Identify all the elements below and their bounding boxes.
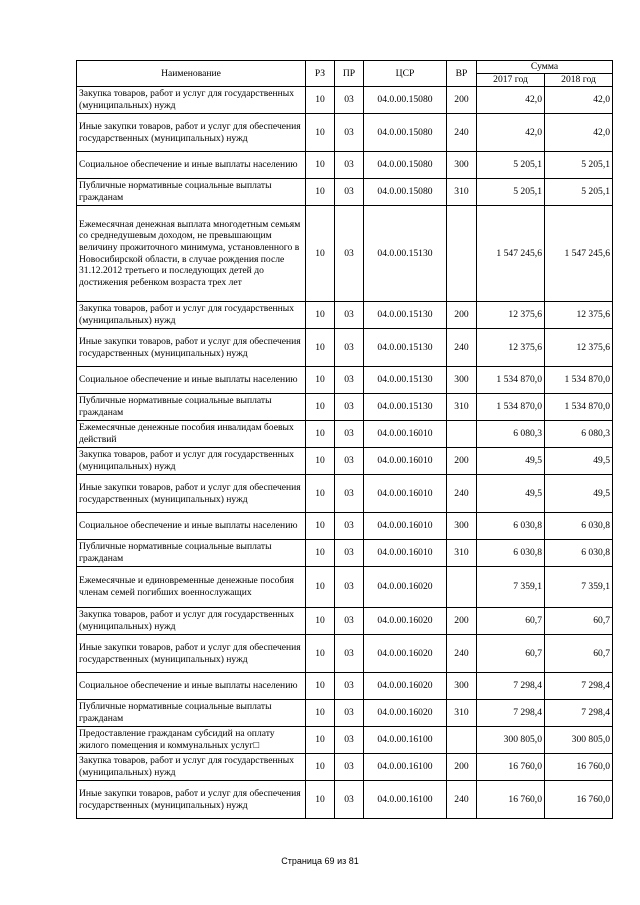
row-sum-2017: 6 030,8 [477,540,545,567]
row-pr: 03 [335,421,364,448]
row-sum-2018: 12 375,6 [545,329,613,367]
row-sum-2017: 12 375,6 [477,302,545,329]
header-pr: ПР [335,61,364,87]
row-name: Публичные нормативные социальные выплаты гражданам [77,394,306,421]
row-vr: 310 [447,179,477,206]
row-pr: 03 [335,635,364,673]
row-vr [447,727,477,754]
row-csr: 04.0.00.15130 [364,394,447,421]
row-sum-2017: 1 534 870,0 [477,394,545,421]
row-sum-2018: 1 547 245,6 [545,206,613,302]
row-sum-2018: 1 534 870,0 [545,367,613,394]
row-sum-2017: 7 298,4 [477,700,545,727]
row-sum-2018: 42,0 [545,114,613,152]
header-year-2018: 2018 год [545,74,613,87]
row-csr: 04.0.00.16100 [364,754,447,781]
row-name: Социальное обеспечение и иные выплаты населению [77,673,306,700]
table-row [77,179,613,206]
row-csr: 04.0.00.16010 [364,513,447,540]
table-row [77,567,613,608]
row-sum-2018: 6 030,8 [545,540,613,567]
row-name: Предоставление гражданам субсидий на оплату жилого помещения и коммунальных услуг□ [77,727,306,754]
row-csr: 04.0.00.16010 [364,475,447,513]
row-pr: 03 [335,367,364,394]
row-pr: 03 [335,727,364,754]
row-csr: 04.0.00.15130 [364,206,447,302]
budget-table [76,60,613,819]
table-row [77,421,613,448]
table-row [77,608,613,635]
row-csr: 04.0.00.16020 [364,673,447,700]
row-vr: 200 [447,608,477,635]
row-pr: 03 [335,329,364,367]
header-csr: ЦСР [364,61,447,87]
row-name: Закупка товаров, работ и услуг для государственных (муниципальных) нужд [77,608,306,635]
row-vr [447,206,477,302]
row-csr: 04.0.00.16010 [364,448,447,475]
page-footer: Страница 69 из 81 [281,856,359,866]
row-rz: 10 [306,87,335,114]
row-pr: 03 [335,754,364,781]
row-vr: 300 [447,513,477,540]
table-row [77,727,613,754]
row-rz: 10 [306,329,335,367]
row-rz: 10 [306,394,335,421]
row-csr: 04.0.00.16010 [364,421,447,448]
row-rz: 10 [306,206,335,302]
row-sum-2017: 5 205,1 [477,152,545,179]
row-sum-2017: 1 547 245,6 [477,206,545,302]
row-rz: 10 [306,367,335,394]
row-csr: 04.0.00.15130 [364,329,447,367]
table-row [77,367,613,394]
row-pr: 03 [335,700,364,727]
row-rz: 10 [306,608,335,635]
row-sum-2018: 60,7 [545,608,613,635]
row-sum-2017: 6 030,8 [477,513,545,540]
row-pr: 03 [335,152,364,179]
row-name: Ежемесячная денежная выплата многодетным семьям со среднедушевым доходом, не превышающим величину прожиточного минимума, установленного в Новосибирской области, в случае рождения после 31.12.2012 третьего и последующих детей до достижения ребенком возраста трех лет [77,206,306,302]
row-sum-2018: 5 205,1 [545,152,613,179]
row-pr: 03 [335,781,364,819]
row-vr: 240 [447,114,477,152]
row-sum-2018: 7 298,4 [545,700,613,727]
row-name: Иные закупки товаров, работ и услуг для обеспечения государственных (муниципальных) нужд [77,475,306,513]
table-row [77,475,613,513]
row-csr: 04.0.00.16010 [364,540,447,567]
row-rz: 10 [306,754,335,781]
table-row [77,635,613,673]
row-pr: 03 [335,673,364,700]
row-name: Иные закупки товаров, работ и услуг для обеспечения государственных (муниципальных) нужд [77,114,306,152]
row-sum-2017: 6 080,3 [477,421,545,448]
row-vr: 310 [447,394,477,421]
row-pr: 03 [335,87,364,114]
row-sum-2017: 5 205,1 [477,179,545,206]
row-vr: 200 [447,448,477,475]
row-csr: 04.0.00.15080 [364,179,447,206]
row-sum-2017: 12 375,6 [477,329,545,367]
header-name: Наименование [77,61,306,87]
row-sum-2018: 16 760,0 [545,781,613,819]
row-sum-2017: 60,7 [477,635,545,673]
row-name: Закупка товаров, работ и услуг для государственных (муниципальных) нужд [77,754,306,781]
row-pr: 03 [335,114,364,152]
row-sum-2018: 300 805,0 [545,727,613,754]
row-vr: 200 [447,302,477,329]
row-rz: 10 [306,700,335,727]
row-rz: 10 [306,727,335,754]
header-vr: ВР [447,61,477,87]
row-sum-2017: 42,0 [477,114,545,152]
row-rz: 10 [306,540,335,567]
table-row [77,87,613,114]
row-rz: 10 [306,448,335,475]
row-name: Иные закупки товаров, работ и услуг для обеспечения государственных (муниципальных) нужд [77,781,306,819]
row-sum-2018: 16 760,0 [545,754,613,781]
row-sum-2017: 60,7 [477,608,545,635]
table-row [77,152,613,179]
row-vr: 310 [447,540,477,567]
row-sum-2017: 16 760,0 [477,781,545,819]
row-name: Закупка товаров, работ и услуг для государственных (муниципальных) нужд [77,302,306,329]
row-sum-2017: 7 359,1 [477,567,545,608]
row-pr: 03 [335,475,364,513]
row-sum-2018: 1 534 870,0 [545,394,613,421]
row-sum-2018: 7 298,4 [545,673,613,700]
row-name: Социальное обеспечение и иные выплаты населению [77,367,306,394]
row-sum-2018: 6 030,8 [545,513,613,540]
row-pr: 03 [335,608,364,635]
row-sum-2017: 300 805,0 [477,727,545,754]
table-row [77,329,613,367]
table-row [77,754,613,781]
row-csr: 04.0.00.16020 [364,567,447,608]
row-sum-2017: 49,5 [477,448,545,475]
table-row [77,206,613,302]
table-row [77,448,613,475]
row-pr: 03 [335,179,364,206]
table-body [77,87,613,819]
row-pr: 03 [335,513,364,540]
row-vr: 300 [447,152,477,179]
row-sum-2017: 1 534 870,0 [477,367,545,394]
row-sum-2017: 42,0 [477,87,545,114]
row-name: Ежемесячные и единовременные денежные пособия членам семей погибших военнослужащих [77,567,306,608]
row-vr: 310 [447,700,477,727]
row-rz: 10 [306,114,335,152]
row-name: Иные закупки товаров, работ и услуг для обеспечения государственных (муниципальных) нужд [77,635,306,673]
row-sum-2018: 12 375,6 [545,302,613,329]
row-vr: 200 [447,87,477,114]
row-rz: 10 [306,475,335,513]
row-sum-2018: 5 205,1 [545,179,613,206]
row-sum-2018: 49,5 [545,475,613,513]
row-name: Закупка товаров, работ и услуг для государственных (муниципальных) нужд [77,448,306,475]
row-csr: 04.0.00.15130 [364,302,447,329]
row-name: Публичные нормативные социальные выплаты гражданам [77,179,306,206]
row-csr: 04.0.00.16020 [364,635,447,673]
row-rz: 10 [306,302,335,329]
row-vr: 300 [447,673,477,700]
row-sum-2017: 49,5 [477,475,545,513]
table-row [77,114,613,152]
row-sum-2017: 16 760,0 [477,754,545,781]
row-vr [447,421,477,448]
row-vr: 300 [447,367,477,394]
row-csr: 04.0.00.16020 [364,700,447,727]
row-vr: 240 [447,635,477,673]
table-row [77,302,613,329]
row-pr: 03 [335,394,364,421]
row-rz: 10 [306,513,335,540]
row-rz: 10 [306,673,335,700]
row-pr: 03 [335,540,364,567]
row-name: Закупка товаров, работ и услуг для государственных (муниципальных) нужд [77,87,306,114]
row-csr: 04.0.00.16100 [364,781,447,819]
row-csr: 04.0.00.16100 [364,727,447,754]
row-sum-2017: 7 298,4 [477,673,545,700]
row-name: Ежемесячные денежные пособия инвалидам боевых действий [77,421,306,448]
row-sum-2018: 42,0 [545,87,613,114]
row-name: Социальное обеспечение и иные выплаты населению [77,152,306,179]
header-sum: Сумма [477,61,613,74]
row-vr: 240 [447,329,477,367]
row-csr: 04.0.00.15080 [364,87,447,114]
table-row [77,700,613,727]
row-csr: 04.0.00.15080 [364,114,447,152]
header-rz: РЗ [306,61,335,87]
row-sum-2018: 7 359,1 [545,567,613,608]
row-sum-2018: 49,5 [545,448,613,475]
row-name: Публичные нормативные социальные выплаты гражданам [77,700,306,727]
row-vr: 240 [447,475,477,513]
table-row [77,513,613,540]
row-vr [447,567,477,608]
row-pr: 03 [335,448,364,475]
row-rz: 10 [306,421,335,448]
row-sum-2018: 60,7 [545,635,613,673]
row-vr: 240 [447,781,477,819]
table-row [77,394,613,421]
row-pr: 03 [335,302,364,329]
header-year-2017: 2017 год [477,74,545,87]
row-rz: 10 [306,152,335,179]
row-rz: 10 [306,635,335,673]
row-rz: 10 [306,781,335,819]
row-pr: 03 [335,206,364,302]
row-sum-2018: 6 080,3 [545,421,613,448]
row-csr: 04.0.00.15130 [364,367,447,394]
table-row [77,781,613,819]
row-pr: 03 [335,567,364,608]
row-name: Иные закупки товаров, работ и услуг для обеспечения государственных (муниципальных) нужд [77,329,306,367]
row-rz: 10 [306,179,335,206]
row-vr: 200 [447,754,477,781]
row-csr: 04.0.00.16020 [364,608,447,635]
table-row [77,673,613,700]
row-name: Публичные нормативные социальные выплаты гражданам [77,540,306,567]
row-name: Социальное обеспечение и иные выплаты населению [77,513,306,540]
row-rz: 10 [306,567,335,608]
table-row [77,540,613,567]
row-csr: 04.0.00.15080 [364,152,447,179]
